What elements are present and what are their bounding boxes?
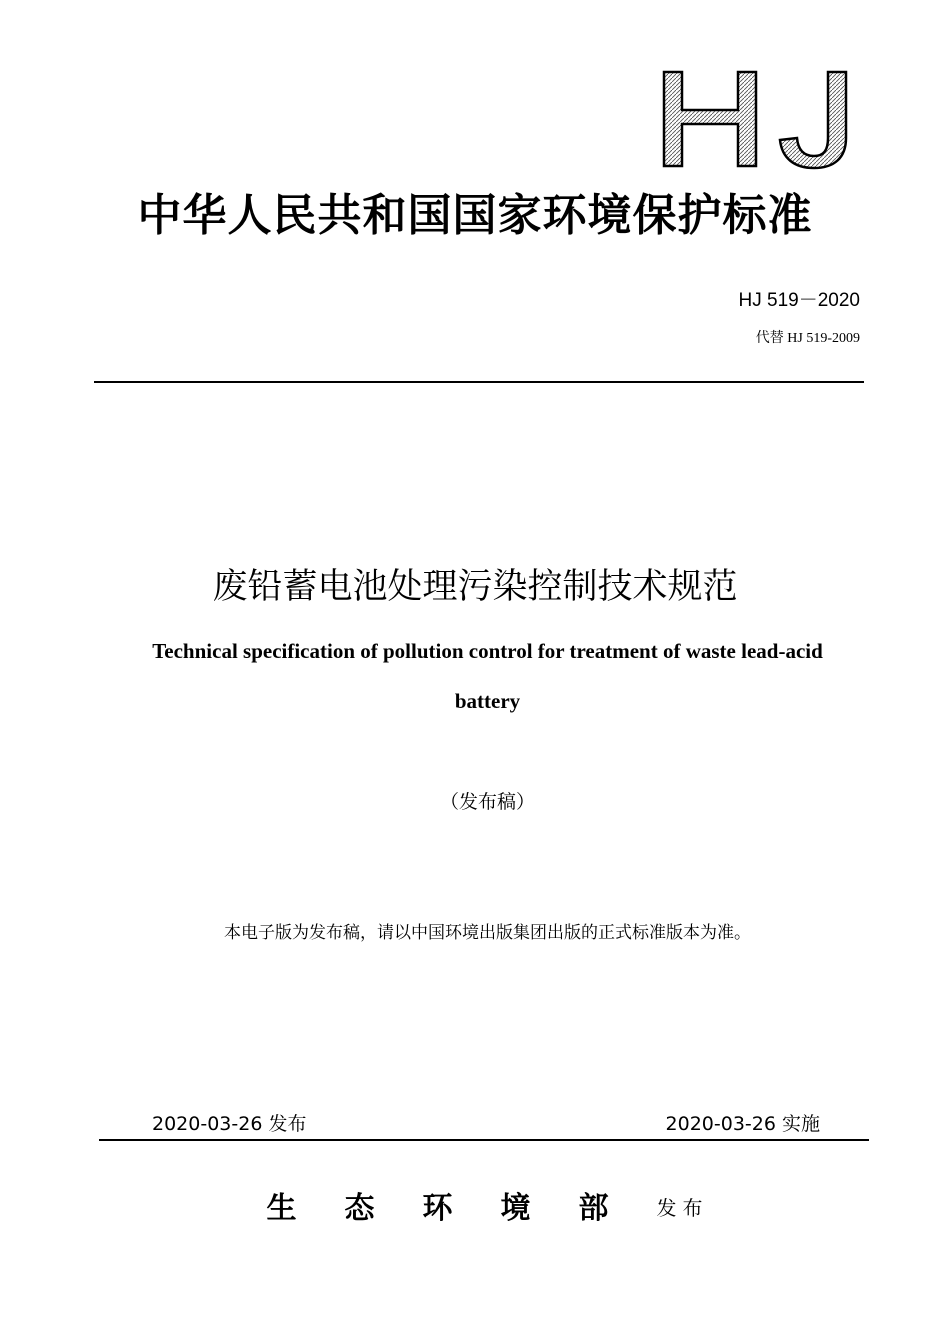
top-divider <box>94 381 864 383</box>
publisher-name: 生态环境部 <box>266 1191 657 1226</box>
standard-title-chinese: 废铅蓄电池处理污染控制技术规范 <box>212 567 738 607</box>
publisher-suffix: 发布 <box>656 1196 709 1220</box>
standard-title-english-line1: Technical specification of pollution control for treatment of waste lead-acid <box>152 639 823 663</box>
issue-date: 2020-03-26 发布 <box>152 1113 307 1135</box>
bottom-divider <box>99 1139 869 1141</box>
organization-title: 中华人民共和国国家环境保护标准 <box>137 190 813 241</box>
publisher <box>0 1188 950 1233</box>
draft-status: （发布稿） <box>439 791 535 813</box>
implementation-date: 2020-03-26 实施 <box>665 1113 820 1135</box>
notice-text: 本电子版为发布稿，请以中国环境出版集团出版的正式标准版本为准。 <box>224 923 751 943</box>
replaces-standard: 代替 HJ 519-2009 <box>755 331 860 346</box>
standard-code: HJ 519－2020 <box>738 290 860 311</box>
standard-title-english-line2: battery <box>454 689 521 713</box>
hj-logo <box>660 66 860 172</box>
